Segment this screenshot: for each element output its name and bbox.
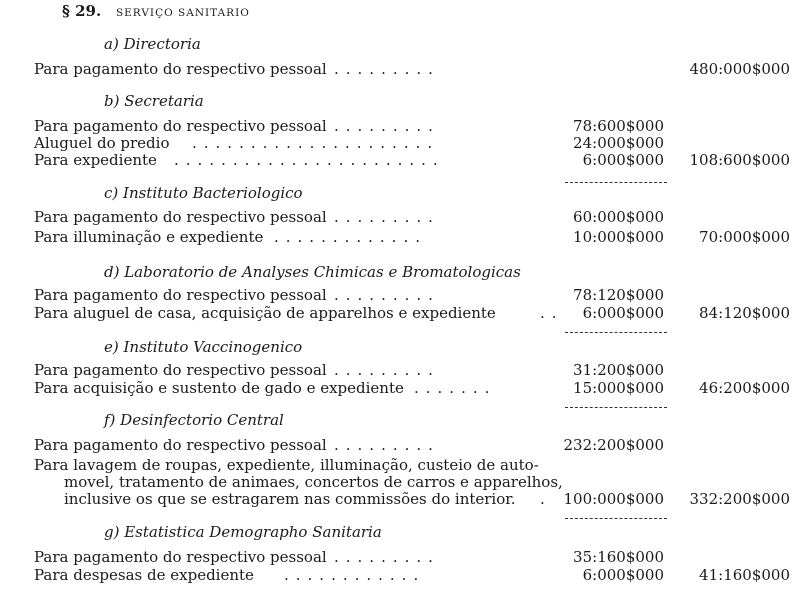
- item-label: Aluguel do predio: [34, 134, 170, 152]
- dot-leader: .........: [334, 117, 440, 135]
- item-label: Para illuminação e expediente: [34, 228, 264, 246]
- line-item: [34, 548, 794, 566]
- item-label: Para despesas de expediente: [34, 566, 254, 584]
- item-value: 24:000$000: [573, 134, 664, 152]
- item-value: 78:600$000: [573, 117, 664, 135]
- item-label: Para pagamento do respectivo pessoal: [34, 117, 327, 135]
- group-title-d: d) Laboratorio de Analyses Chimicas e Bromatologicas: [104, 263, 521, 281]
- item-value: 100:000$000: [563, 490, 664, 508]
- group-total: 84:120$000: [699, 304, 790, 322]
- subtotal-rule: [565, 182, 667, 183]
- item-label: Para pagamento do respectivo pessoal: [34, 208, 327, 226]
- item-value: 31:200$000: [573, 361, 664, 379]
- line-item: [34, 379, 794, 397]
- item-value: 10:000$000: [573, 228, 664, 246]
- section-title: SERVIÇO SANITARIO: [115, 7, 250, 19]
- section-heading: [62, 2, 250, 20]
- dot-leader: .......: [414, 379, 497, 397]
- subtotal-rule: [565, 407, 667, 408]
- item-value: 6:000$000: [582, 566, 664, 584]
- line-item: [34, 361, 794, 379]
- line-item: [34, 60, 794, 78]
- item-value: 35:160$000: [573, 548, 664, 566]
- item-label: Para expediente: [34, 151, 157, 169]
- item-label: Para acquisição e sustento de gado e expediente: [34, 379, 404, 397]
- line-item: [34, 134, 794, 152]
- line-item: [34, 436, 794, 454]
- group-title-b: b) Secretaria: [104, 92, 204, 110]
- line-item: [34, 208, 794, 226]
- dot-leader: .......................: [174, 151, 445, 169]
- item-label: Para pagamento do respectivo pessoal: [34, 436, 327, 454]
- item-continuation: inclusive os que se estragarem nas commissões do interior.: [64, 490, 516, 508]
- dot-leader: .........: [334, 286, 440, 304]
- group-total: 41:160$000: [699, 566, 790, 584]
- dot-leader: .........: [334, 548, 440, 566]
- item-value: 232:200$000: [563, 436, 664, 454]
- group-title-f: f) Desinfectorio Central: [104, 411, 284, 429]
- dot-leader: .........: [334, 361, 440, 379]
- dot-leader: .........: [334, 208, 440, 226]
- dot-leader: .....................: [192, 134, 440, 152]
- line-item: [34, 456, 794, 474]
- group-total: 480:000$000: [689, 60, 790, 78]
- item-value: 60:000$000: [573, 208, 664, 226]
- dot-leader: ............: [284, 566, 426, 584]
- item-value: 6:000$000: [582, 151, 664, 169]
- dot-leader: .: [540, 490, 552, 508]
- line-item: [34, 151, 794, 169]
- group-title-a: a) Directoria: [104, 35, 201, 53]
- item-label: Para pagamento do respectivo pessoal: [34, 286, 327, 304]
- item-label: Para pagamento do respectivo pessoal: [34, 361, 327, 379]
- section-number: § 29.: [62, 2, 102, 20]
- group-title-e: e) Instituto Vaccinogenico: [104, 338, 303, 356]
- line-item: [34, 228, 794, 246]
- item-label: Para aluguel de casa, acquisição de apparelhos e expediente: [34, 304, 496, 322]
- group-total: 108:600$000: [689, 151, 790, 169]
- item-value: 6:000$000: [582, 304, 664, 322]
- item-label: Para pagamento do respectivo pessoal: [34, 60, 327, 78]
- subtotal-rule: [565, 518, 667, 519]
- dot-leader: .........: [334, 60, 440, 78]
- line-item: [34, 304, 794, 322]
- group-total: 70:000$000: [699, 228, 790, 246]
- item-value: 78:120$000: [573, 286, 664, 304]
- subtotal-rule: [565, 332, 667, 333]
- line-item: [34, 117, 794, 135]
- group-title-c: c) Instituto Bacteriologico: [104, 184, 303, 202]
- dot-leader: .........: [334, 436, 440, 454]
- line-item: [34, 566, 794, 584]
- line-item: [34, 286, 794, 304]
- item-label: Para pagamento do respectivo pessoal: [34, 548, 327, 566]
- group-total: 46:200$000: [699, 379, 790, 397]
- line-item-value-row: [34, 490, 794, 508]
- dot-leader: .............: [274, 228, 427, 246]
- item-continuation: movel, tratamento de animaes, concertos de carros e apparelhos,: [64, 473, 563, 491]
- group-total: 332:200$000: [689, 490, 790, 508]
- group-title-g: g) Estatistica Demographo Sanitaria: [104, 523, 382, 541]
- item-value: 15:000$000: [573, 379, 664, 397]
- item-label: Para lavagem de roupas, expediente, illuminação, custeio de auto-: [34, 456, 539, 474]
- dot-leader: ..: [540, 304, 564, 322]
